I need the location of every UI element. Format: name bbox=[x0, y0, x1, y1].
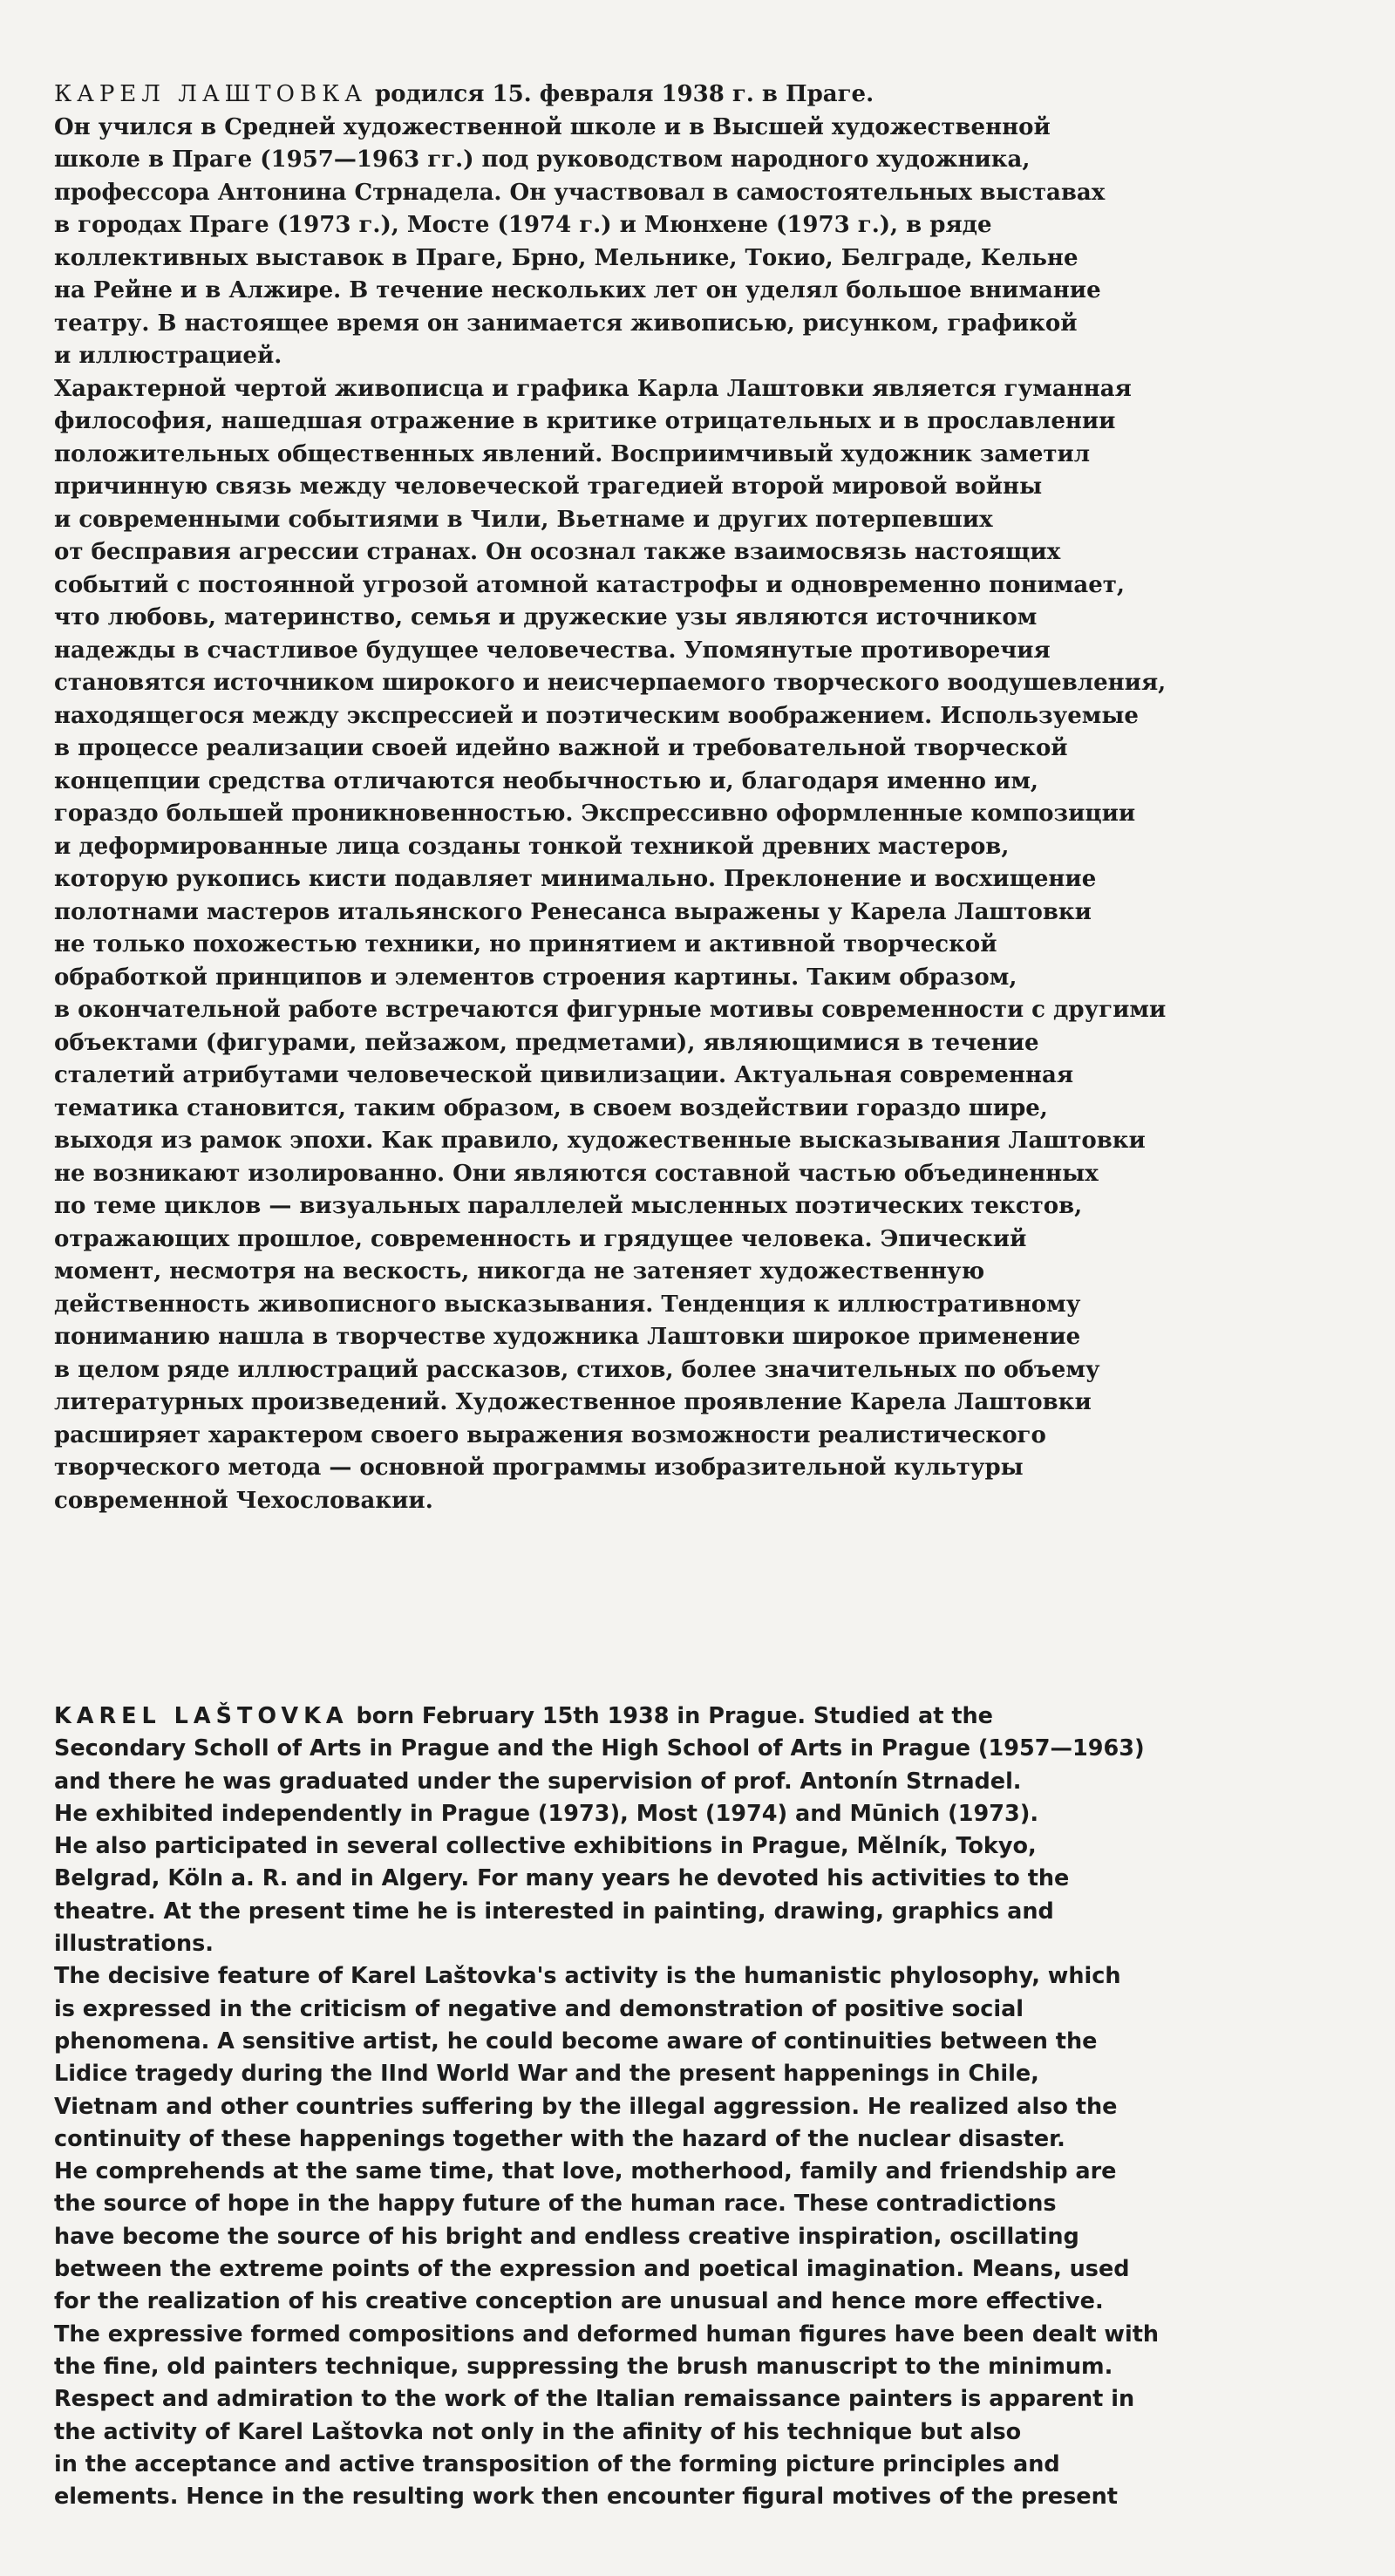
text-line: Он учился в Средней художественной школе и в Высшей художественной bbox=[54, 113, 1051, 140]
text-line: He also participated in several collective exhibitions in Prague, Mělník, Tokyo, bbox=[54, 1833, 1037, 1860]
text-line: Belgrad, Köln a. R. and in Algery. For many years he devoted his activities to the bbox=[54, 1865, 1070, 1892]
text-line: и деформированные лица созданы тонкой техникой древних мастеров, bbox=[54, 833, 1010, 860]
text-line: на Рейне и в Алжире. В течение нескольких лет он уделял большое внимание bbox=[54, 277, 1101, 303]
text-line: the activity of Karel Laštovka not only in the afinity of his technique but also bbox=[54, 2418, 1022, 2445]
text-line: He exhibited independently in Prague (1973), Most (1974) and Mūnich (1973). bbox=[54, 1800, 1039, 1827]
text-line: философия, нашедшая отражение в критике отрицательных и в прославлении bbox=[54, 408, 1116, 434]
text-line: theatre. At the present time he is interested in painting, drawing, graphics and bbox=[54, 1898, 1054, 1925]
text-line: момент, несмотря на вескость, никогда не затеняет художественную bbox=[54, 1258, 985, 1285]
text-line: illustrations. bbox=[54, 1931, 214, 1958]
text-line: и иллюстрацией. bbox=[54, 343, 282, 369]
text-line: литературных произведений. Художественное проявление Карела Лаштовки bbox=[54, 1389, 1092, 1415]
text-line: концепции средства отличаются необычностью и, благодаря именно им, bbox=[54, 767, 1038, 794]
text-line: phenomena. A sensitive artist, he could become aware of continuities between the bbox=[54, 2027, 1098, 2055]
text-line: The decisive feature of Karel Laštovka's activity is the humanistic phylosophy, which bbox=[54, 1963, 1121, 1990]
text-line: Respect and admiration to the work of the Italian remaissance painters is apparent in bbox=[54, 2386, 1135, 2413]
text-line: театру. В настоящее время он занимается живописью, рисунком, графикой bbox=[54, 310, 1078, 337]
text-line: коллективных выставок в Праге, Брно, Мельнике, Токио, Белграде, Кельне bbox=[54, 244, 1079, 271]
text-line: профессора Антонина Стрнадела. Он участвовал в самостоятельных выставах bbox=[54, 179, 1106, 206]
text-line: Характерной чертой живописца и графика Карла Лаштовки является гуманная bbox=[54, 375, 1132, 402]
text-line: Secondary Scholl of Arts in Prague and the High School of Arts in Prague (1957—1963) bbox=[54, 1735, 1145, 1762]
text-line: что любовь, материнство, семья и дружеские узы являются источником bbox=[54, 604, 1038, 630]
text-line: тематика становится, таким образом, в своем воздействии гораздо шире, bbox=[54, 1094, 1048, 1121]
text-line: and there he was graduated under the supervision of prof. Antonín Strnadel. bbox=[54, 1768, 1022, 1795]
text-line: по теме циклов — визуальных параллелей мысленных поэтических текстов, bbox=[54, 1193, 1083, 1219]
text-line: for the realization of his creative conception are unusual and hence more effective. bbox=[54, 2288, 1104, 2315]
text-line: обработкой принципов и элементов строения картины. Таким образом, bbox=[54, 964, 1017, 991]
text-line-content: born February 15th 1938 in Prague. Studied at the bbox=[348, 1703, 993, 1729]
text-line: не только похожестью техники, но принятием и активной творческой bbox=[54, 931, 997, 957]
text-line: elements. Hence in the resulting work then encounter figural motives of the present bbox=[54, 2484, 1118, 2511]
text-line: причинную связь между человеческой трагедией второй мировой войны bbox=[54, 474, 1043, 500]
text-line: в целом ряде иллюстраций рассказов, стихов, более значительных по объему bbox=[54, 1356, 1100, 1383]
text-line: the fine, old painters technique, suppressing the brush manuscript to the minimum. bbox=[54, 2353, 1113, 2380]
text-line: не возникают изолированно. Они являются составной частью объединенных bbox=[54, 1160, 1099, 1187]
text-line: которую рукопись кисти подавляет минимально. Преклонение и восхищение bbox=[54, 866, 1097, 892]
text-line: пониманию нашла в творчестве художника Лаштовки широкое применение bbox=[54, 1324, 1081, 1350]
text-line: the source of hope in the happy future of the human race. These contradictions bbox=[54, 2191, 1057, 2218]
text-line: The expressive formed compositions and deformed human figures have been dealt with bbox=[54, 2320, 1160, 2348]
text-line-content: родился 15. февраля 1938 г. в Праге. bbox=[366, 81, 874, 107]
text-line: событий с постоянной угрозой атомной катастрофы и одновременно понимает, bbox=[54, 571, 1125, 598]
text-line: современной Чехословакии. bbox=[54, 1487, 433, 1514]
text-line: Vietnam and other countries suffering by the illegal aggression. He realized also the bbox=[54, 2093, 1118, 2120]
text-line: He comprehends at the same time, that love, motherhood, family and friendship are bbox=[54, 2158, 1117, 2185]
english-biography bbox=[54, 1700, 1344, 2513]
text-line: is expressed in the criticism of negative and demonstration of positive social bbox=[54, 1995, 1024, 2022]
text-line: творческого метода — основной программы изобразительной культуры bbox=[54, 1455, 1024, 1481]
artist-name-ru: КАРЕЛ ЛАШТОВКА bbox=[54, 81, 367, 107]
text-line bbox=[54, 1700, 1344, 1733]
text-line: отражающих прошлое, современность и грядущее человека. Эпический bbox=[54, 1225, 1027, 1252]
text-line: от бесправия агрессии странах. Он осознал также взаимосвязь настоящих bbox=[54, 539, 1061, 565]
text-line: действенность живописного высказывания. Тенденция к иллюстративному bbox=[54, 1291, 1081, 1318]
text-line: полотнами мастеров итальянского Ренесанса выражены у Карела Лаштовки bbox=[54, 898, 1092, 925]
text-line: гораздо большей проникновенностью. Экспрессивно оформленные композиции bbox=[54, 801, 1136, 827]
text-line: Lidice tragedy during the IInd World War and the present happenings in Chile, bbox=[54, 2061, 1039, 2088]
text-line: between the extreme points of the expression and poetical imagination. Means, used bbox=[54, 2256, 1130, 2283]
text-line: выходя из рамок эпохи. Как правило, художественные высказывания Лаштовки bbox=[54, 1128, 1146, 1154]
text-line: и современными событиями в Чили, Вьетнаме и других потерпевших bbox=[54, 506, 993, 533]
text-line: объектами (фигурами, пейзажом, предметами), являющимися в течение bbox=[54, 1029, 1039, 1056]
text-line: находящегося между экспрессией и поэтическим воображением. Используемые bbox=[54, 702, 1139, 729]
text-line: in the acceptance and active transposition of the forming picture principles and bbox=[54, 2450, 1060, 2477]
text-line: have become the source of his bright and endless creative inspiration, oscillating bbox=[54, 2223, 1079, 2250]
text-line: continuity of these happenings together with the hazard of the nuclear disaster. bbox=[54, 2125, 1065, 2152]
text-line: школе в Праге (1957—1963 гг.) под руководством народного художника, bbox=[54, 147, 1031, 173]
text-line bbox=[54, 78, 1344, 112]
artist-name-en: KAREL LAŠTOVKA bbox=[54, 1703, 349, 1729]
text-line: в процессе реализации своей идейно важной и требовательной творческой bbox=[54, 735, 1068, 761]
text-line: положительных общественных явлений. Восприимчивый художник заметил bbox=[54, 440, 1091, 467]
text-line: в окончательной работе встречаются фигурные мотивы современности с другими bbox=[54, 997, 1167, 1023]
text-line: становятся источником широкого и неисчерпаемого творческого воодушевления, bbox=[54, 670, 1167, 696]
russian-biography bbox=[54, 78, 1344, 1517]
text-line: надежды в счастливое будущее человечества. Упомянутые противоречия bbox=[54, 637, 1051, 664]
text-line: сталетий атрибутами человеческой цивилизации. Актуальная современная bbox=[54, 1062, 1074, 1088]
text-line: расширяет характером своего выражения возможности реалистического bbox=[54, 1421, 1046, 1448]
text-line: в городах Праге (1973 г.), Мосте (1974 г.) и Мюнхене (1973 г.), в ряде bbox=[54, 212, 992, 238]
